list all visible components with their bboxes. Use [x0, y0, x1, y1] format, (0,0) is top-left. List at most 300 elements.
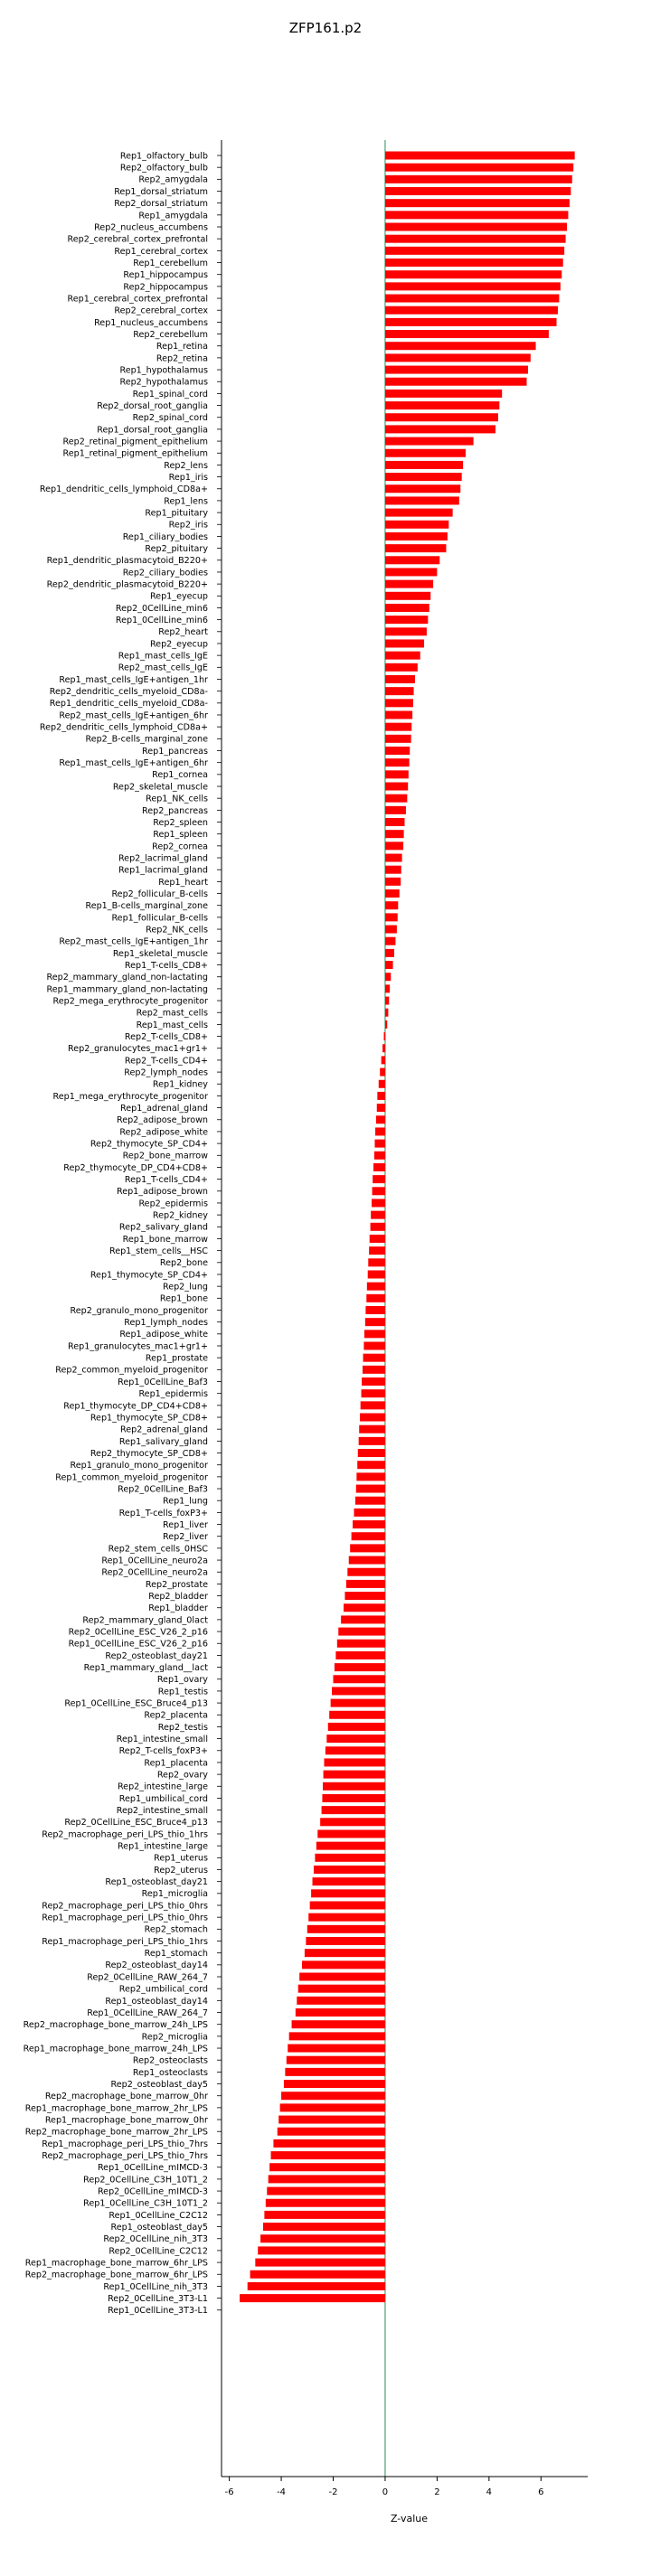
category-label: Rep2_adrenal_gland [120, 1424, 208, 1435]
category-label: Rep2_prostate [145, 1579, 208, 1590]
bar [367, 1283, 385, 1291]
category-label: Rep2_macrophage_bone_marrow_0hr [44, 2092, 208, 2102]
bar [385, 913, 398, 921]
bar [385, 473, 462, 481]
bar [385, 854, 402, 862]
category-label: Rep2_0CellLine_Baf3 [118, 1484, 208, 1495]
bar [373, 1187, 385, 1195]
category-label: Rep2_cerebral_cortex_prefrontal [67, 234, 208, 245]
bar [292, 2020, 385, 2028]
category-label: Rep2_mammary_gland_0lact [82, 1615, 208, 1626]
category-label: Rep2_0CellLine_RAW_264_7 [87, 1972, 208, 1983]
bar [385, 544, 447, 552]
bar [385, 949, 394, 957]
bar [360, 1414, 385, 1422]
bar [334, 1675, 385, 1683]
category-label: Rep2_nucleus_accumbens [94, 222, 208, 233]
category-label: Rep2_0CellLine_ESC_V26_2_p16 [68, 1627, 208, 1638]
bar [368, 1258, 385, 1266]
category-label: Rep2_thymocyte_SP_CD4+ [90, 1139, 208, 1150]
bar [260, 2234, 385, 2242]
bar [358, 1449, 385, 1457]
category-label: Rep1_mast_cells_IgE+antigen_1hr [59, 674, 208, 685]
axes-group [217, 140, 588, 2497]
category-label: Rep1_kidney [152, 1079, 208, 1090]
category-label: Rep1_testis [157, 1687, 208, 1697]
bar [363, 1366, 385, 1374]
category-label: Rep1_0CellLine_ESC_V26_2_p16 [68, 1639, 208, 1650]
category-label: Rep1_pancreas [142, 746, 208, 757]
bar [248, 2282, 385, 2290]
category-label: Rep1_osteoblast_day14 [105, 1996, 208, 2007]
bar [296, 2008, 385, 2017]
category-label: Rep2_spleen [153, 817, 208, 828]
bar [385, 866, 401, 874]
bar [385, 580, 433, 588]
bar [385, 592, 430, 600]
category-label: Rep2_mammary_gland_non-lactating [46, 973, 208, 983]
category-label: Rep2_umbilical_cord [118, 1984, 208, 1995]
bar [385, 461, 463, 469]
bar [374, 1152, 385, 1160]
bar [385, 318, 557, 326]
category-label: Rep2_uterus [154, 1865, 208, 1876]
category-label: Rep1_lens [164, 496, 208, 507]
bar [385, 437, 474, 446]
category-label: Rep2_spinal_cord [132, 413, 208, 424]
bar [326, 1735, 385, 1743]
category-label: Rep1_salivary_gland [118, 1436, 208, 1447]
bar [385, 806, 406, 814]
bar [385, 390, 502, 398]
category-label: Rep1_mast_cells_IgE+antigen_6hr [59, 758, 208, 769]
category-label: Rep2_macrophage_peri_LPS_thio_7hrs [42, 2150, 208, 2161]
bar [359, 1425, 385, 1434]
bar [356, 1472, 385, 1481]
bar [385, 758, 410, 766]
bar [385, 973, 391, 981]
category-label: Rep2_epidermis [138, 1199, 208, 1209]
bar [371, 1211, 385, 1219]
category-label: Rep2_stem_cells_0HSC [108, 1544, 208, 1555]
category-label: Rep1_uterus [154, 1853, 208, 1864]
category-label: Rep2_0CellLine_3T3-L1 [108, 2294, 208, 2304]
category-label: Rep2_lacrimal_gland [118, 853, 208, 864]
bar [385, 901, 398, 909]
bar [310, 1901, 385, 1909]
category-label: Rep2_cornea [152, 841, 208, 852]
bar [273, 2139, 385, 2148]
bar [385, 1009, 388, 1017]
bar [385, 652, 420, 660]
category-label: Rep1_0CellLine_C3H_10T1_2 [83, 2198, 208, 2209]
category-label: Rep2_0CellLine_mIMCD-3 [97, 2186, 208, 2197]
category-label: Rep1_ovary [156, 1675, 208, 1686]
category-label: Rep1_mast_cells [136, 1020, 208, 1030]
category-label: Rep1_nucleus_accumbens [94, 317, 208, 328]
category-label: Rep2_dendritic_cells_myeloid_CD8a- [49, 687, 208, 698]
bar [385, 997, 389, 1005]
x-tick-label: 6 [538, 2487, 544, 2497]
bar [385, 639, 424, 647]
bar [385, 747, 410, 755]
bar [331, 1699, 385, 1707]
bar [385, 735, 411, 743]
category-label: Rep1_osteoblast_day21 [105, 1877, 208, 1888]
bar [379, 1080, 385, 1088]
bar [382, 1056, 385, 1064]
category-label: Rep1_placenta [144, 1758, 208, 1769]
category-label: Rep2_macrophage_peri_LPS_thio_0hrs [42, 1901, 208, 1912]
category-label: Rep1_dorsal_striatum [114, 186, 208, 197]
category-label: Rep2_stomach [144, 1924, 208, 1935]
category-label: Rep2_osteoclasts [132, 2055, 208, 2066]
category-label: Rep1_adrenal_gland [120, 1104, 208, 1114]
category-label: Rep2_pancreas [142, 805, 208, 816]
category-label: Rep2_salivary_gland [118, 1222, 208, 1233]
bar [328, 1723, 385, 1731]
bar [363, 1354, 385, 1362]
bar [385, 164, 573, 172]
category-label: Rep1_macrophage_peri_LPS_thio_1hrs [42, 1936, 208, 1947]
bar [385, 330, 549, 338]
bar [385, 710, 412, 719]
category-label: Rep1_follicular_B-cells [111, 913, 208, 924]
category-label: Rep2_mast_cells_IgE+antigen_1hr [59, 936, 208, 947]
bar [337, 1640, 385, 1648]
bar [281, 2092, 385, 2100]
bar [385, 282, 561, 290]
x-tick-label: -6 [224, 2487, 234, 2497]
bar [376, 1115, 385, 1123]
category-label: Rep1_B-cells_marginal_zone [85, 901, 208, 912]
bar [266, 2199, 385, 2207]
category-label: Rep1_macrophage_bone_marrow_2hr_LPS [24, 2103, 208, 2114]
bar [307, 1925, 385, 1933]
bar [385, 532, 448, 541]
category-label: Rep1_macrophage_peri_LPS_thio_7hrs [42, 2139, 208, 2149]
category-label: Rep2_intestine_large [117, 1782, 208, 1792]
bar [329, 1711, 385, 1719]
category-label: Rep2_NK_cells [146, 925, 208, 935]
bar [353, 1520, 385, 1528]
x-axis-label: Z-value [390, 2513, 429, 2524]
category-label: Rep1_macrophage_bone_marrow_24h_LPS [23, 2044, 208, 2054]
category-label: Rep1_pituitary [145, 508, 208, 519]
category-label: Rep2_osteoblast_day14 [105, 1960, 208, 1971]
bar [373, 1175, 385, 1183]
bar [385, 270, 561, 278]
category-label: Rep1_olfactory_bulb [119, 151, 208, 162]
bar [313, 1877, 385, 1885]
bar [284, 2080, 385, 2088]
bar [385, 830, 404, 838]
bar [377, 1092, 385, 1100]
category-label: Rep2_skeletal_muscle [112, 782, 208, 793]
category-label: Rep1_dendritic_plasmacytoid_B220+ [46, 556, 208, 567]
category-label: Rep1_liver [163, 1519, 208, 1530]
category-label: Rep2_retinal_pigment_epithelium [62, 437, 208, 447]
category-label: Rep2_hippocampus [123, 282, 208, 293]
bar [385, 235, 566, 243]
category-label: Rep2_mast_cells [136, 1008, 208, 1019]
bar [385, 926, 397, 934]
category-label: Rep1_ciliary_bodies [122, 531, 208, 542]
bar [370, 1235, 385, 1243]
category-label: Rep1_spinal_cord [132, 389, 208, 400]
x-tick-label: -2 [328, 2487, 338, 2497]
bar [363, 1342, 385, 1350]
bar [385, 175, 572, 183]
bar [311, 1889, 385, 1897]
category-label: Rep1_0CellLine_RAW_264_7 [87, 2007, 208, 2018]
bar [372, 1199, 385, 1207]
bar [267, 2187, 385, 2195]
bar [385, 770, 409, 778]
bar [385, 366, 528, 374]
category-label: Rep2_0CellLine_ESC_Bruce4_p13 [64, 1818, 208, 1829]
bar [285, 2068, 385, 2076]
category-label: Rep1_eyecup [149, 591, 208, 602]
bar [240, 2294, 385, 2302]
category-label: Rep2_lymph_nodes [124, 1067, 208, 1078]
category-label: Rep1_NK_cells [146, 794, 208, 804]
category-label: Rep2_granulocytes_mac1+gr1+ [68, 1044, 208, 1055]
category-label: Rep2_bone [159, 1258, 208, 1269]
category-label: Rep1_osteoblast_day5 [110, 2222, 208, 2233]
category-label: Rep1_0CellLine_mIMCD-3 [97, 2163, 208, 2174]
category-label: Rep1_T-cells_CD4+ [124, 1175, 208, 1186]
category-label: Rep2_hypothalamus [119, 377, 208, 388]
category-label: Rep2_liver [163, 1532, 208, 1543]
bar [280, 2103, 385, 2111]
category-label: Rep2_osteoblast_day5 [110, 2079, 208, 2090]
category-label: Rep1_macrophage_bone_marrow_6hr_LPS [24, 2258, 208, 2269]
bar [385, 378, 527, 386]
category-label: Rep1_umbilical_cord [118, 1793, 208, 1804]
bar [255, 2259, 385, 2267]
category-label: Rep2_adipose_white [119, 1127, 208, 1138]
bar [373, 1163, 385, 1171]
category-label: Rep1_thymocyte_SP_CD4+ [90, 1270, 208, 1281]
bar [385, 223, 567, 231]
bar [263, 2223, 385, 2231]
bar [385, 509, 453, 517]
bar [315, 1854, 385, 1862]
bar [385, 211, 568, 219]
bar [350, 1544, 385, 1552]
bar [385, 496, 459, 504]
bar [385, 199, 570, 207]
category-label: Rep1_amygdala [138, 211, 208, 221]
bar [322, 1794, 385, 1802]
category-label: Rep1_retinal_pigment_epithelium [62, 448, 208, 459]
category-label: Rep1_cornea [152, 770, 208, 781]
category-label: Rep1_T-cells_CD8+ [124, 960, 208, 971]
category-label: Rep2_ovary [156, 1770, 208, 1781]
bar [371, 1223, 385, 1231]
category-label: Rep1_osteoclasts [132, 2067, 208, 2078]
category-label: Rep2_amygdala [138, 174, 208, 185]
bar [354, 1509, 384, 1517]
bar [385, 401, 499, 409]
category-label: Rep1_adipose_white [119, 1330, 208, 1340]
category-label: Rep1_dendritic_cells_lymphoid_CD8a+ [39, 484, 208, 495]
chart-title: ZFP161.p2 [288, 20, 363, 36]
category-label: Rep2_intestine_small [116, 1806, 208, 1817]
bar [369, 1246, 385, 1255]
category-label: Rep2_bone_marrow [122, 1151, 208, 1161]
bar [355, 1497, 385, 1505]
category-label: Rep1_cerebral_cortex [114, 246, 208, 257]
x-tick-label: 2 [434, 2487, 440, 2497]
category-label: Rep2_dorsal_striatum [114, 199, 208, 210]
category-label: Rep1_stem_cells__HSC [108, 1246, 208, 1257]
category-label: Rep2_retina [156, 353, 208, 364]
bar [377, 1104, 385, 1112]
category-label: Rep2_ciliary_bodies [122, 568, 208, 578]
category-label: Rep1_stomach [144, 1949, 208, 1960]
bar [258, 2246, 385, 2254]
bar [368, 1270, 385, 1278]
bar [385, 449, 466, 457]
bar [306, 1937, 385, 1945]
category-label: Rep2_T-cells_CD4+ [124, 1056, 208, 1067]
category-label: Rep2_0CellLine_nih_3T3 [103, 2234, 208, 2245]
bar [250, 2270, 385, 2279]
category-label: Rep1_dendritic_cells_myeloid_CD8a- [49, 699, 208, 710]
bar [269, 2175, 385, 2183]
x-tick-label: 0 [382, 2487, 389, 2497]
bar [335, 1651, 385, 1659]
bar [385, 342, 536, 350]
category-label: Rep2_T-cells_foxP3+ [118, 1746, 208, 1757]
category-label: Rep2_heart [158, 627, 208, 638]
category-label: Rep1_macrophage_peri_LPS_thio_0hrs [42, 1913, 208, 1923]
bar [385, 353, 531, 362]
bar [384, 1032, 385, 1040]
category-label: Rep2_mega_erythrocyte_progenitor [52, 996, 208, 1007]
bar [357, 1461, 385, 1469]
category-label: Rep1_intestine_small [116, 1735, 208, 1745]
category-label: Rep1_0CellLine_Baf3 [118, 1377, 208, 1387]
category-label: Rep1_lymph_nodes [124, 1318, 208, 1329]
category-label: Rep2_dendritic_plasmacytoid_B220+ [46, 579, 208, 590]
category-label: Rep1_0CellLine_nih_3T3 [103, 2281, 208, 2292]
bar [375, 1127, 385, 1135]
bar [385, 687, 414, 695]
category-label: Rep1_bladder [148, 1603, 208, 1614]
bar [308, 1913, 385, 1922]
category-label: Rep1_adipose_brown [116, 1187, 208, 1198]
bar [344, 1603, 385, 1612]
bar [385, 961, 393, 969]
category-label: Rep2_adipose_brown [116, 1115, 208, 1126]
category-label: Rep1_microglia [141, 1889, 208, 1900]
bar [324, 1771, 385, 1779]
category-label: Rep1_cerebellum [133, 258, 208, 268]
category-label: Rep1_bone [159, 1293, 208, 1304]
bar [365, 1306, 385, 1314]
category-label: Rep2_0CellLine_min6 [115, 603, 208, 614]
bar [385, 663, 418, 672]
bar [385, 841, 403, 850]
category-label: Rep2_eyecup [149, 639, 208, 650]
bar [347, 1568, 385, 1576]
category-label: Rep2_0CellLine_C2C12 [108, 2246, 208, 2257]
bar [374, 1140, 384, 1148]
category-label: Rep1_macrophage_bone_marrow_0hr [44, 2115, 208, 2126]
bar [362, 1377, 385, 1386]
bar [385, 187, 571, 195]
category-label: Rep1_retina [156, 342, 208, 353]
category-label: Rep2_0CellLine_neuro2a [101, 1567, 208, 1578]
category-label: Rep2_placenta [144, 1710, 208, 1721]
bar [289, 2032, 385, 2040]
bar [324, 1758, 385, 1766]
bar [385, 604, 429, 612]
bar [322, 1806, 385, 1814]
category-label: Rep1_lacrimal_gland [118, 865, 208, 876]
bar [297, 1997, 385, 2005]
category-label: Rep2_bladder [148, 1591, 208, 1602]
bar [278, 2116, 385, 2124]
category-label: Rep2_kidney [152, 1210, 208, 1221]
bar [344, 1592, 385, 1600]
bar [305, 1949, 385, 1957]
bar [287, 2056, 385, 2064]
bar [361, 1401, 385, 1409]
category-label: Rep1_skeletal_muscle [112, 948, 208, 959]
bar [317, 1829, 385, 1838]
category-label: Rep2_macrophage_bone_marrow_2hr_LPS [24, 2127, 208, 2138]
category-labels-group [24, 151, 209, 2316]
bar [385, 616, 428, 624]
bar [385, 152, 575, 160]
bar [338, 1628, 385, 1636]
category-label: Rep1_T-cells_foxP3+ [118, 1508, 208, 1518]
bar [385, 818, 405, 826]
bar [385, 259, 563, 267]
bar [385, 306, 558, 315]
category-label: Rep1_granulocytes_mac1+gr1+ [68, 1341, 208, 1352]
bar [385, 295, 559, 303]
category-label: Rep1_hypothalamus [119, 365, 208, 376]
bar [385, 699, 413, 707]
category-label: Rep2_macrophage_peri_LPS_thio_1hrs [42, 1829, 208, 1840]
bar [385, 1020, 387, 1029]
bar [385, 984, 390, 992]
category-label: Rep1_thymocyte_DP_CD4+CD8+ [63, 1401, 208, 1412]
category-label: Rep1_0CellLine_ESC_Bruce4_p13 [64, 1698, 208, 1709]
category-label: Rep1_granulo_mono_progenitor [70, 1461, 208, 1471]
category-label: Rep2_lens [164, 460, 208, 471]
bar [359, 1437, 385, 1445]
bar [299, 1973, 385, 1981]
category-label: Rep2_dendritic_cells_lymphoid_CD8a+ [39, 722, 208, 733]
bar [385, 627, 427, 635]
category-label: Rep2_granulo_mono_progenitor [70, 1305, 208, 1316]
category-label: Rep2_microglia [141, 2032, 208, 2043]
category-label: Rep2_macrophage_bone_marrow_6hr_LPS [24, 2270, 208, 2280]
category-label: Rep2_mast_cells_IgE+antigen_6hr [59, 710, 208, 721]
category-label: Rep2_common_myeloid_progenitor [55, 1365, 208, 1376]
bar [335, 1663, 385, 1671]
bar [298, 1985, 385, 1993]
bar [356, 1485, 385, 1493]
category-label: Rep2_mast_cells_IgE [118, 663, 208, 673]
category-label: Rep1_hippocampus [123, 270, 208, 281]
